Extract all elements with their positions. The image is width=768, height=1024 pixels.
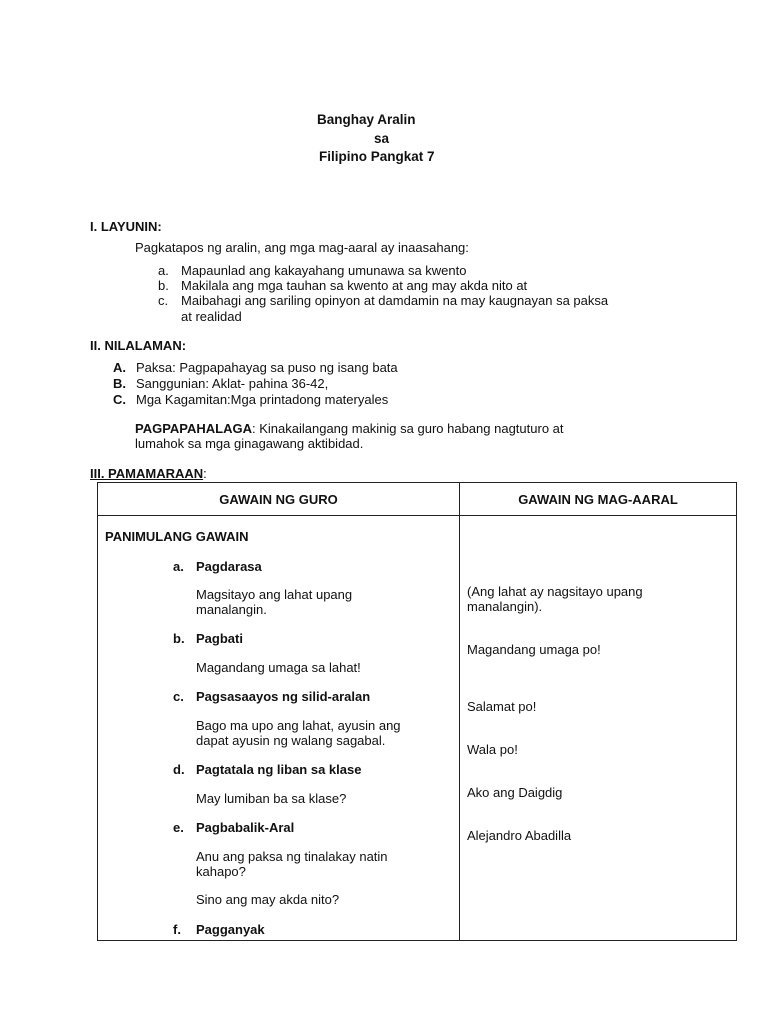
panimulang-gawain-heading: PANIMULANG GAWAIN <box>105 529 249 544</box>
step-b-line-1: Magandang umaga sa lahat! <box>196 660 361 675</box>
step-c-line-2: dapat ayusin ng walang sagabal. <box>196 733 386 748</box>
section-nilalaman-heading: II. NILALAMAN: <box>90 338 187 353</box>
pagpapahalaga-text: : Kinakailangang makinig sa guro habang nagtuturo at <box>252 421 564 436</box>
section-layunin-heading: I. LAYUNIN: <box>90 219 162 234</box>
response-pagdarasa-1: (Ang lahat ay nagsitayo upang <box>467 584 643 599</box>
layunin-item-c-cont: at realidad <box>181 309 242 324</box>
title-line-1: Banghay Aralin <box>317 112 416 127</box>
column-header-guro: GAWAIN NG GURO <box>98 483 460 516</box>
step-a-line-1: Magsitayo ang lahat upang <box>196 587 353 602</box>
step-c-mark: c. <box>173 689 184 704</box>
layunin-item-a-mark: a. <box>158 263 169 278</box>
pagpapahalaga <box>135 421 564 436</box>
mag-aaral-column-cell <box>460 516 737 941</box>
layunin-item-c-mark: c. <box>158 293 169 308</box>
step-e-mark: e. <box>173 820 184 835</box>
step-d-line-1: May lumiban ba sa klase? <box>196 791 347 806</box>
step-f-title: Pagganyak <box>196 922 265 937</box>
pamamaraan-heading-colon: : <box>203 466 207 481</box>
pagpapahalaga-text-cont: lumahok sa mga ginagawang aktibidad. <box>135 436 364 451</box>
nilalaman-item-b: Sanggunian: Aklat- pahina 36-42, <box>136 376 329 391</box>
guro-column-cell <box>98 516 460 941</box>
step-d-title: Pagtatala ng liban sa klase <box>196 762 362 777</box>
layunin-item-a: Mapaunlad ang kakayahang umunawa sa kwento <box>181 263 467 278</box>
response-pagbati: Magandang umaga po! <box>467 642 601 657</box>
layunin-item-b: Makilala ang mga tauhan sa kwento at ang may akda nito at <box>181 278 528 293</box>
step-e-line-1: Anu ang paksa ng tinalakay natin <box>196 849 388 864</box>
layunin-item-b-mark: b. <box>158 278 169 293</box>
step-e-extra: Sino ang may akda nito? <box>196 892 340 907</box>
layunin-intro: Pagkatapos ng aralin, ang mga mag-aaral ay inaasahang: <box>135 240 469 255</box>
nilalaman-item-a-mark: A. <box>113 360 126 375</box>
step-e-line-2: kahapo? <box>196 864 246 879</box>
response-pagtatala: Wala po! <box>467 742 518 757</box>
response-pagdarasa-2: manalangin). <box>467 599 543 614</box>
pamamaraan-heading-text: III. PAMAMARAAN <box>90 466 204 481</box>
pamamaraan-table <box>97 482 737 941</box>
section-pamamaraan-heading <box>90 466 207 481</box>
step-b-mark: b. <box>173 631 185 646</box>
response-paksa: Ako ang Daigdig <box>467 785 563 800</box>
step-c-title: Pagsasaayos ng silid-aralan <box>196 689 371 704</box>
title-line-2: sa <box>374 131 390 146</box>
title-line-3: Filipino Pangkat 7 <box>319 149 435 164</box>
response-may-akda: Alejandro Abadilla <box>467 828 572 843</box>
step-c-line-1: Bago ma upo ang lahat, ayusin ang <box>196 718 401 733</box>
step-e-title: Pagbabalik-Aral <box>196 820 295 835</box>
layunin-item-c: Maibahagi ang sariling opinyon at damdamin na may kaugnayan sa paksa <box>181 293 609 308</box>
step-a-title: Pagdarasa <box>196 559 262 574</box>
step-a-line-2: manalangin. <box>196 602 267 617</box>
step-b-title: Pagbati <box>196 631 243 646</box>
step-d-mark: d. <box>173 762 185 777</box>
nilalaman-item-b-mark: B. <box>113 376 126 391</box>
column-header-mag-aaral: GAWAIN NG MAG-AARAL <box>460 483 737 516</box>
step-f-mark: f. <box>173 922 181 937</box>
nilalaman-item-c-mark: C. <box>113 392 126 407</box>
nilalaman-item-a: Paksa: Pagpapahayag sa puso ng isang bata <box>136 360 398 375</box>
pagpapahalaga-label: PAGPAPAHALAGA <box>135 421 252 436</box>
response-pagsasaayos: Salamat po! <box>467 699 537 714</box>
step-a-mark: a. <box>173 559 184 574</box>
nilalaman-item-c: Mga Kagamitan:Mga printadong materyales <box>136 392 389 407</box>
